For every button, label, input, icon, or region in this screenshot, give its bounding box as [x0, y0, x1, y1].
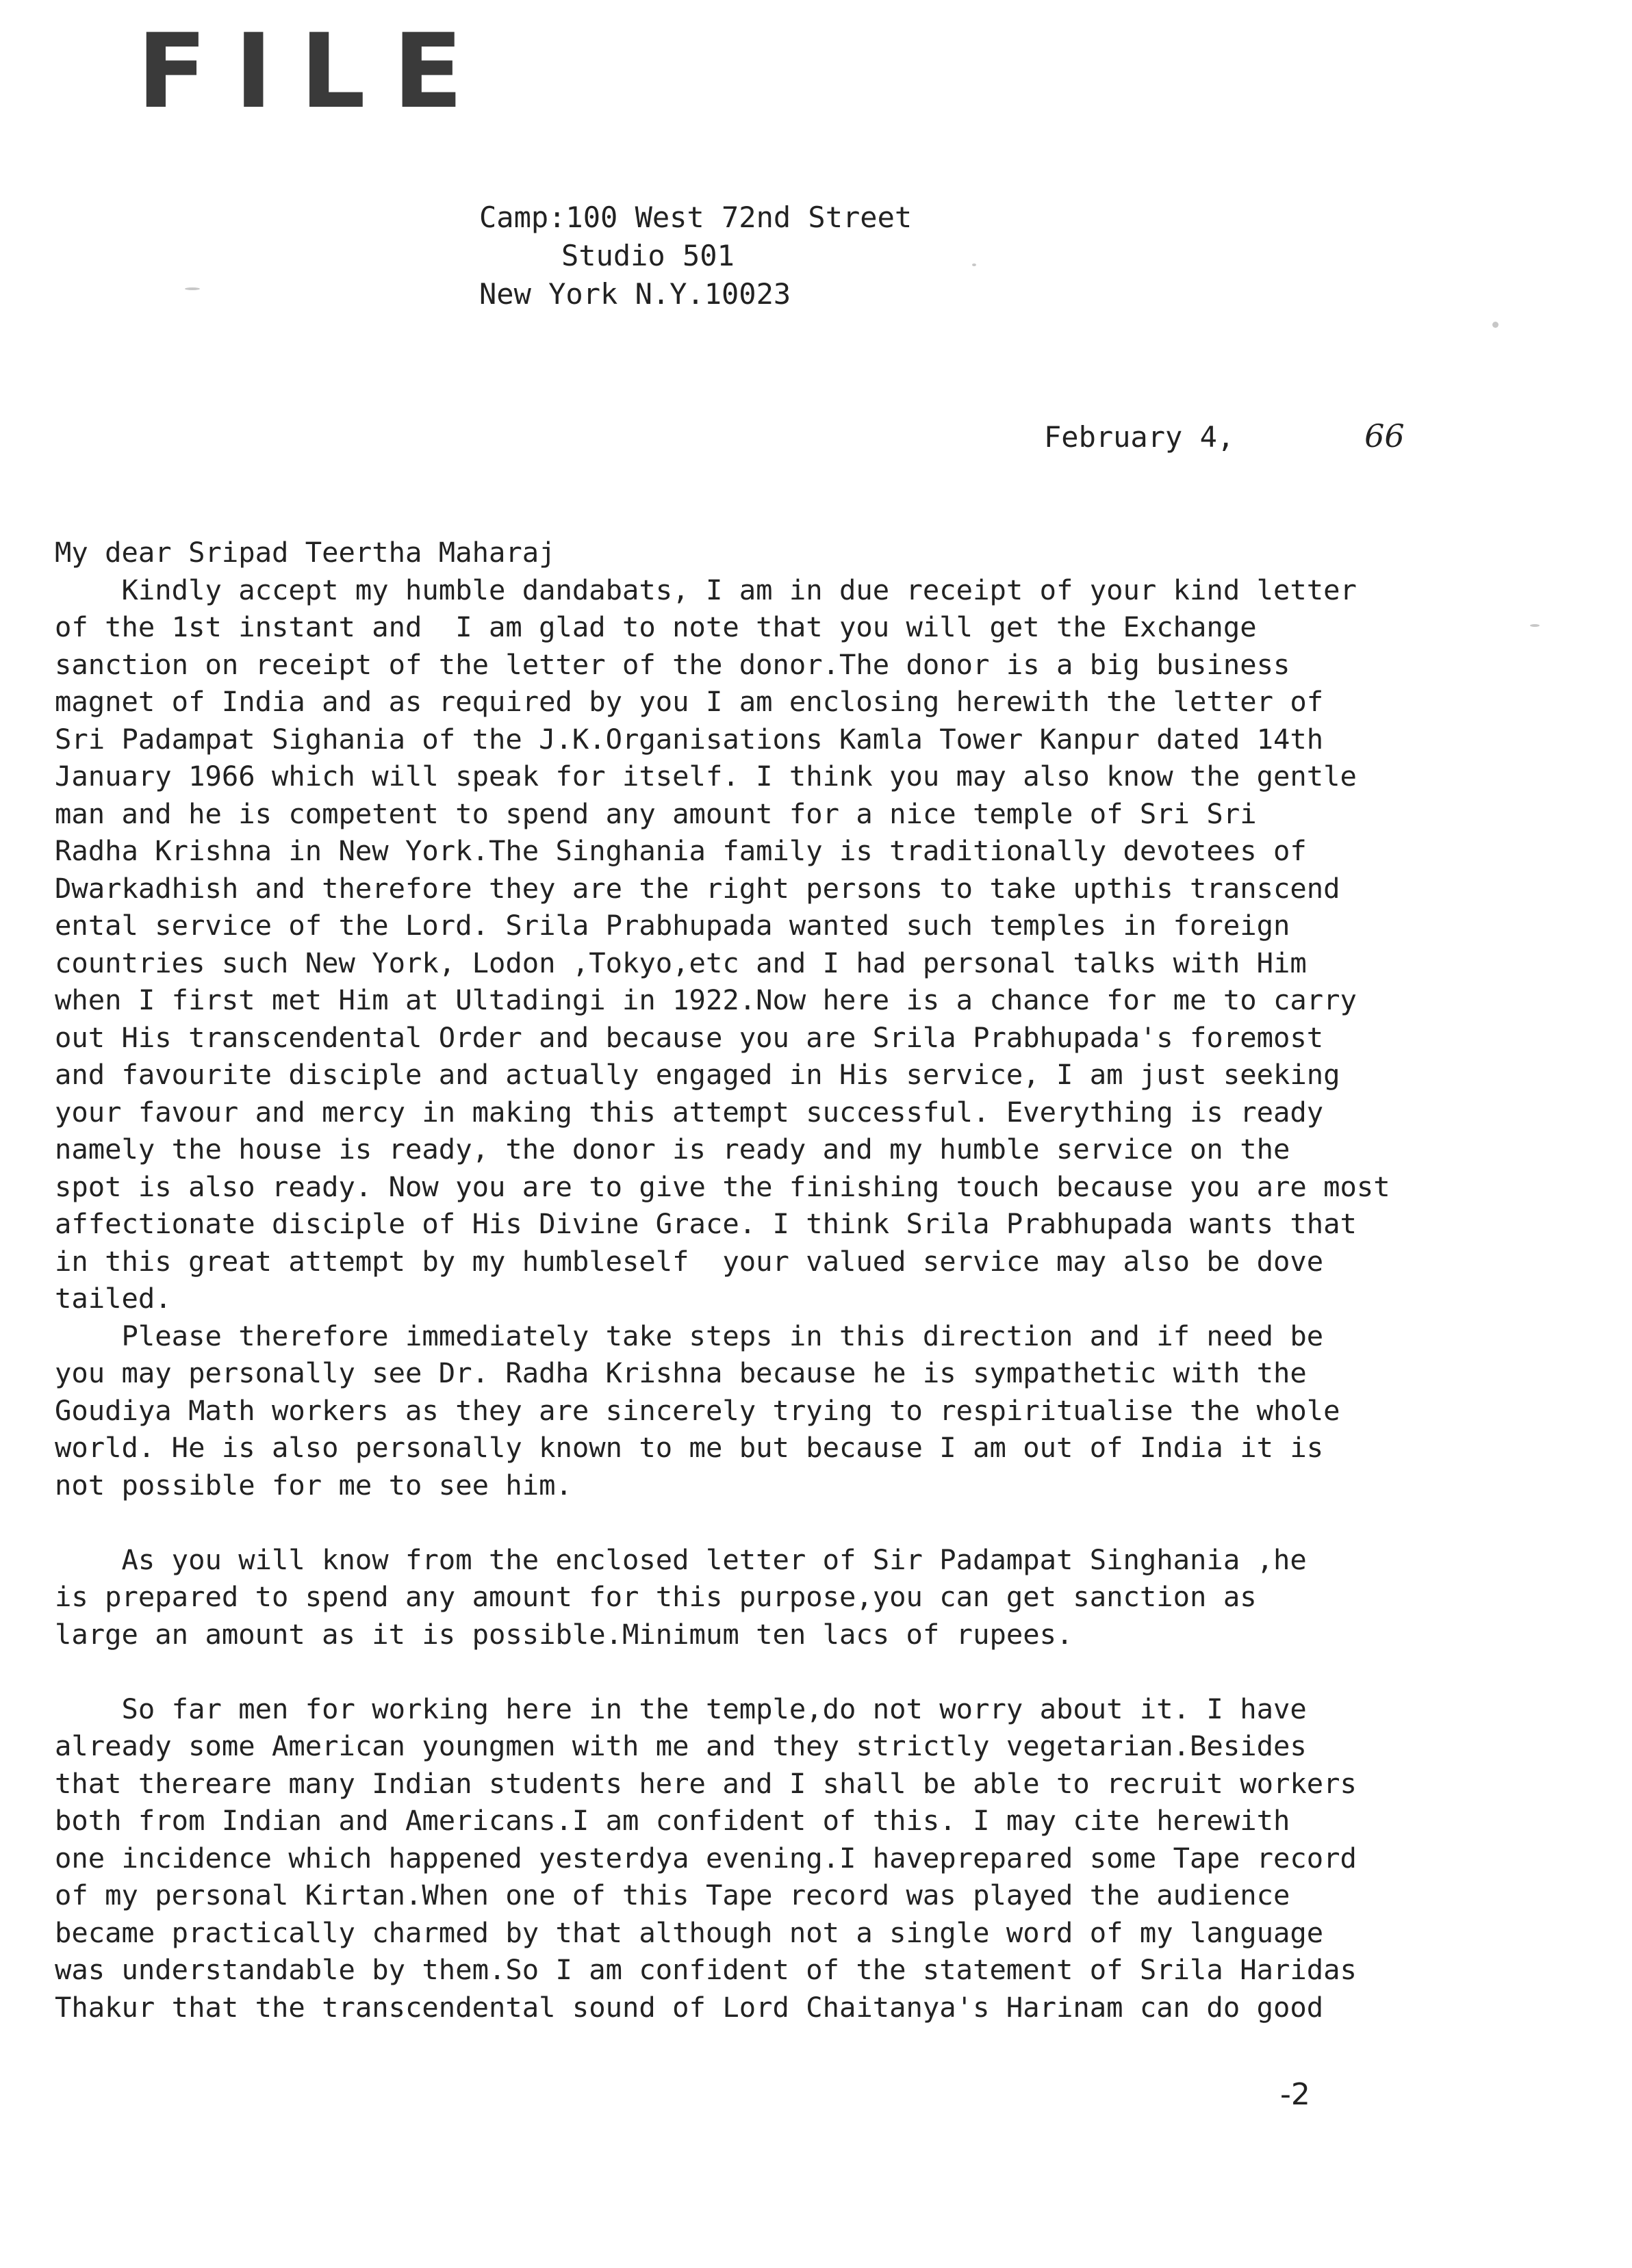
body-line: sanction on receipt of the letter of the donor.The donor is a big business [55, 647, 1290, 681]
date-year-handwritten: 66 [1364, 417, 1405, 454]
body-line: world. He is also personally known to me but because I am out of India it is [55, 1431, 1324, 1464]
body-line: ental service of the Lord. Srila Prabhupada wanted such temples in foreign [55, 909, 1290, 942]
body-line: namely the house is ready, the donor is ready and my humble service on the [55, 1133, 1290, 1165]
body-line: one incidence which happened yesterdya evening.I haveprepared some Tape record [55, 1841, 1357, 1874]
body-line: Sri Padampat Sighania of the J.K.Organisations Kamla Tower Kanpur dated 14th [55, 722, 1324, 756]
address-line-3: New York N.Y.10023 [479, 277, 791, 311]
body-line [55, 1653, 1588, 1690]
file-stamp: FILE [137, 12, 491, 131]
body-line: already some American youngmen with me and they strictly vegetarian.Besides [55, 1729, 1307, 1762]
body-line: is prepared to spend any amount for this purpose,you can get sanction as [55, 1580, 1257, 1613]
body-line: that thereare many Indian students here and I shall be able to recruit workers [55, 1766, 1357, 1800]
salutation: My dear Sripad Teertha Maharaj [55, 536, 556, 569]
letter-date [1044, 417, 1405, 454]
body-line: Radha Krishna in New York.The Singhania family is traditionally devotees of [55, 834, 1307, 867]
body-line [55, 1504, 1588, 1541]
body-line: when I first met Him at Ultadingi in 1922.Now here is a chance for me to carry [55, 983, 1357, 1016]
scan-speck [1530, 624, 1540, 627]
body-line: of the 1st instant and I am glad to note that you will get the Exchange [55, 610, 1257, 643]
body-line: spot is also ready. Now you are to give the finishing touch because you are most [55, 1170, 1390, 1203]
body-line: of my personal Kirtan.When one of this Tape record was played the audience [55, 1879, 1290, 1911]
body-line: affectionate disciple of His Divine Grace. I think Srila Prabhupada wants that [55, 1207, 1357, 1240]
body-line: large an amount as it is possible.Minimum ten lacs of rupees. [55, 1617, 1073, 1651]
body-line: Please therefore immediately take steps in this direction and if need be [55, 1319, 1324, 1352]
date-text: February 4, [1044, 420, 1235, 454]
address-line-2: Studio 501 [561, 239, 735, 272]
body-line: countries such New York, Lodon ,Tokyo,etc and I had personal talks with Him [55, 946, 1307, 979]
body-line: Kindly accept my humble dandabats, I am in due receipt of your kind letter [55, 573, 1357, 606]
body-line: out His transcendental Order and because you are Srila Prabhupada's foremost [55, 1020, 1324, 1054]
body-line: As you will know from the enclosed letter of Sir Padampat Singhania ,he [55, 1543, 1307, 1576]
body-line: Goudiya Math workers as they are sincerely trying to respiritualise the whole [55, 1393, 1340, 1427]
body-line: tailed. [55, 1282, 172, 1315]
body-line: not possible for me to see him. [55, 1468, 572, 1502]
address-line-1: Camp:100 West 72nd Street [479, 201, 913, 234]
body-line: was understandable by them.So I am confident of the statement of Srila Haridas [55, 1953, 1357, 1986]
body-line: January 1966 which will speak for itself. I think you may also know the gentle [55, 760, 1357, 792]
continuation-page-marker: -2 [1280, 2077, 1310, 2112]
scan-speck [185, 287, 200, 290]
body-line: both from Indian and Americans.I am confident of this. I may cite herewith [55, 1804, 1290, 1837]
body-line: man and he is competent to spend any amount for a nice temple of Sri Sri [55, 797, 1257, 830]
body-line: So far men for working here in the temple,do not worry about it. I have [55, 1692, 1307, 1725]
body-line: in this great attempt by my humbleself your valued service may also be dove [55, 1244, 1324, 1278]
body-line: your favour and mercy in making this attempt successful. Everything is ready [55, 1095, 1324, 1129]
body-line: you may personally see Dr. Radha Krishna because he is sympathetic with the [55, 1356, 1307, 1389]
scan-speck [972, 263, 976, 266]
scan-speck [1492, 322, 1499, 328]
body-line: and favourite disciple and actually engaged in His service, I am just seeking [55, 1058, 1340, 1091]
body-line: became practically charmed by that although not a single word of my language [55, 1916, 1324, 1949]
letter-body [55, 534, 1588, 2026]
body-line: Dwarkadhish and therefore they are the right persons to take upthis transcend [55, 871, 1340, 905]
body-line: magnet of India and as required by you I am enclosing herewith the letter of [55, 685, 1324, 718]
body-line: Thakur that the transcendental sound of Lord Chaitanya's Harinam can do good [55, 1990, 1324, 2024]
sender-address [479, 198, 912, 313]
